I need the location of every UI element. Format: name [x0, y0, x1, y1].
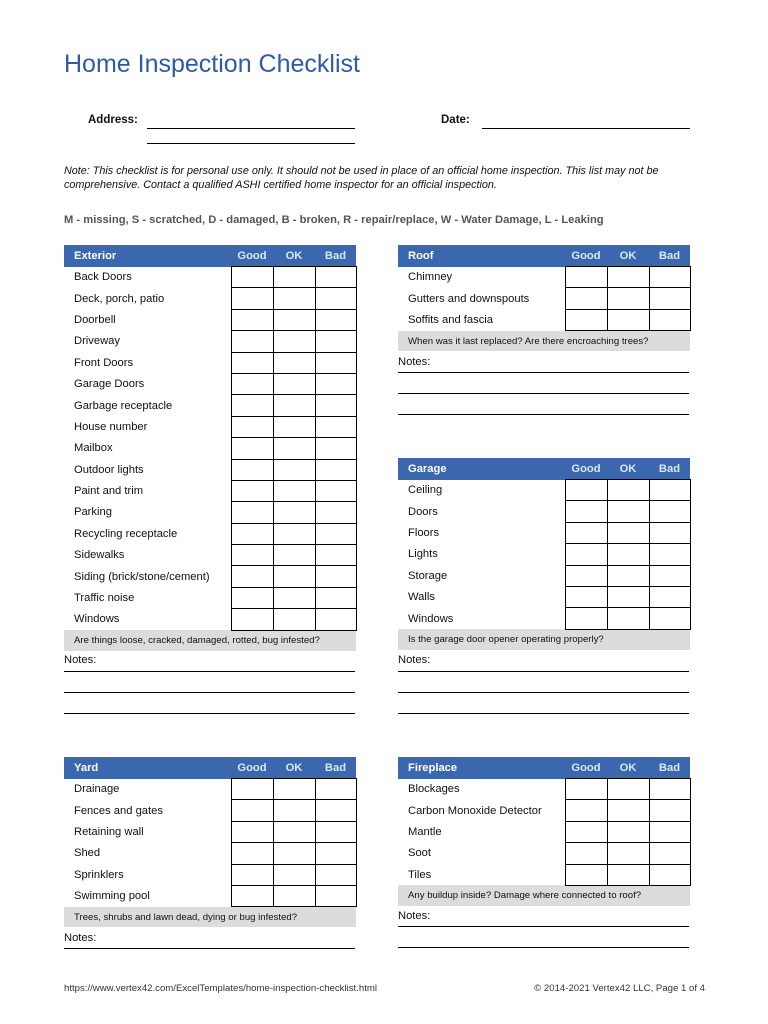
exterior-question: Are things loose, cracked, damaged, rotted, bug infested? — [64, 630, 356, 651]
fireplace-good-checkbox[interactable] — [565, 800, 607, 821]
roof-good-checkbox[interactable] — [565, 267, 607, 288]
exterior-item: Recycling receptacle — [74, 527, 178, 540]
table-row — [398, 480, 690, 501]
footer-copyright: © 2014-2021 Vertex42 LLC, Page 1 of 4 — [534, 983, 705, 994]
fireplace-good-checkbox[interactable] — [565, 864, 607, 885]
garage-ok-checkbox[interactable] — [607, 522, 649, 543]
exterior-good-checkbox[interactable] — [231, 438, 273, 459]
exterior-ok-checkbox[interactable] — [273, 459, 315, 480]
fireplace-good-checkbox[interactable] — [565, 779, 607, 800]
date-label: Date: — [441, 114, 470, 126]
table-row — [64, 864, 356, 885]
garage-col-bad: Bad — [649, 458, 690, 480]
table-row — [64, 480, 356, 501]
exterior-good-checkbox[interactable] — [231, 566, 273, 587]
roof-header: Roof — [398, 245, 565, 267]
exterior-bad-checkbox[interactable] — [315, 373, 356, 394]
garage-bad-checkbox[interactable] — [649, 522, 690, 543]
yard-good-checkbox[interactable] — [231, 885, 273, 906]
yard-bad-checkbox[interactable] — [315, 864, 356, 885]
yard-item: Shed — [74, 847, 101, 860]
yard-good-checkbox[interactable] — [231, 821, 273, 842]
garage-notes-line-2[interactable] — [398, 692, 689, 693]
exterior-ok-checkbox[interactable] — [273, 545, 315, 566]
roof-ok-checkbox[interactable] — [607, 288, 649, 309]
exterior-bad-checkbox[interactable] — [315, 545, 356, 566]
exterior-ok-checkbox[interactable] — [273, 587, 315, 608]
yard-item: Sprinklers — [74, 868, 124, 881]
fireplace-notes-line-1[interactable] — [398, 926, 689, 927]
table-row — [64, 587, 356, 608]
exterior-good-checkbox[interactable] — [231, 416, 273, 437]
yard-bad-checkbox[interactable] — [315, 821, 356, 842]
disclaimer-note: Note: This checklist is for personal use only. It should not be used in place of an official home inspection. This list may not be comprehensive. Contact a qualified ASHI certified home inspector for an official inspection. — [64, 165, 659, 191]
table-row — [64, 331, 356, 352]
exterior-bad-checkbox[interactable] — [315, 416, 356, 437]
roof-col-ok: OK — [607, 245, 649, 267]
yard-bad-checkbox[interactable] — [315, 885, 356, 906]
garage-item: Walls — [408, 591, 435, 604]
roof-notes-line-3[interactable] — [398, 414, 689, 415]
yard-bad-checkbox[interactable] — [315, 779, 356, 800]
garage-question: Is the garage door opener operating properly? — [398, 629, 690, 650]
exterior-item: Outdoor lights — [74, 463, 144, 476]
yard-question: Trees, shrubs and lawn dead, dying or bug infested? — [64, 907, 356, 928]
exterior-item: Back Doors — [74, 271, 132, 284]
table-row — [64, 288, 356, 309]
exterior-good-checkbox[interactable] — [231, 288, 273, 309]
fireplace-ok-checkbox[interactable] — [607, 843, 649, 864]
exterior-good-checkbox[interactable] — [231, 609, 273, 630]
table-row — [398, 288, 690, 309]
table-row — [398, 309, 690, 330]
yard-header: Yard — [64, 757, 231, 779]
exterior-bad-checkbox[interactable] — [315, 523, 356, 544]
exterior-good-checkbox[interactable] — [231, 267, 273, 288]
fireplace-ok-checkbox[interactable] — [607, 800, 649, 821]
garage-col-ok: OK — [607, 458, 649, 480]
exterior-item: Doorbell — [74, 313, 116, 326]
yard-item: Fences and gates — [74, 804, 163, 817]
table-row — [398, 843, 690, 864]
garage-header: Garage — [398, 458, 565, 480]
fireplace-bad-checkbox[interactable] — [649, 864, 690, 885]
table-row — [64, 395, 356, 416]
garage-notes-line-3[interactable] — [398, 713, 689, 714]
garage-item: Doors — [408, 505, 438, 518]
fireplace-good-checkbox[interactable] — [565, 843, 607, 864]
fireplace-notes-line-2[interactable] — [398, 947, 689, 948]
garage-bad-checkbox[interactable] — [649, 565, 690, 586]
table-row — [398, 864, 690, 885]
garage-item: Storage — [408, 569, 448, 582]
garage-bad-checkbox[interactable] — [649, 501, 690, 522]
garage-bad-checkbox[interactable] — [649, 586, 690, 607]
fireplace-item: Soot — [408, 847, 432, 860]
table-row — [398, 267, 690, 288]
exterior-bad-checkbox[interactable] — [315, 331, 356, 352]
exterior-good-checkbox[interactable] — [231, 352, 273, 373]
garage-notes-line-1[interactable] — [398, 671, 689, 672]
exterior-item: Windows — [74, 613, 120, 626]
table-row — [398, 821, 690, 842]
table-row — [64, 566, 356, 587]
yard-ok-checkbox[interactable] — [273, 843, 315, 864]
fireplace-bad-checkbox[interactable] — [649, 779, 690, 800]
table-row — [64, 545, 356, 566]
exterior-bad-checkbox[interactable] — [315, 288, 356, 309]
garage-bad-checkbox[interactable] — [649, 544, 690, 565]
yard-item: Drainage — [74, 783, 120, 796]
garage-item: Windows — [408, 612, 454, 625]
roof-bad-checkbox[interactable] — [649, 288, 690, 309]
exterior-item: Traffic noise — [74, 592, 135, 605]
exterior-bad-checkbox[interactable] — [315, 587, 356, 608]
yard-col-bad: Bad — [315, 757, 356, 779]
table-row — [398, 544, 690, 565]
table-row — [64, 885, 356, 906]
roof-col-bad: Bad — [649, 245, 690, 267]
garage-notes-label: Notes: — [398, 654, 431, 666]
table-row — [64, 416, 356, 437]
roof-notes-label: Notes: — [398, 356, 431, 368]
fireplace-bad-checkbox[interactable] — [649, 821, 690, 842]
garage-good-checkbox[interactable] — [565, 544, 607, 565]
exterior-item: Parking — [74, 506, 112, 519]
table-row — [64, 373, 356, 394]
exterior-good-checkbox[interactable] — [231, 331, 273, 352]
yard-good-checkbox[interactable] — [231, 800, 273, 821]
exterior-ok-checkbox[interactable] — [273, 267, 315, 288]
exterior-good-checkbox[interactable] — [231, 395, 273, 416]
exterior-col-ok: OK — [273, 245, 315, 267]
exterior-bad-checkbox[interactable] — [315, 609, 356, 630]
roof-item: Chimney — [408, 271, 453, 284]
yard-section — [64, 757, 357, 927]
roof-bad-checkbox[interactable] — [649, 267, 690, 288]
exterior-header: Exterior — [64, 245, 231, 267]
fireplace-section — [398, 757, 691, 906]
fireplace-col-bad: Bad — [649, 757, 690, 779]
roof-good-checkbox[interactable] — [565, 309, 607, 330]
yard-item: Swimming pool — [74, 890, 150, 903]
exterior-ok-checkbox[interactable] — [273, 288, 315, 309]
exterior-bad-checkbox[interactable] — [315, 480, 356, 501]
garage-ok-checkbox[interactable] — [607, 565, 649, 586]
exterior-good-checkbox[interactable] — [231, 502, 273, 523]
exterior-ok-checkbox[interactable] — [273, 309, 315, 330]
address-label: Address: — [88, 114, 138, 126]
exterior-good-checkbox[interactable] — [231, 373, 273, 394]
exterior-item: Garbage receptacle — [74, 399, 173, 412]
yard-bad-checkbox[interactable] — [315, 843, 356, 864]
exterior-good-checkbox[interactable] — [231, 480, 273, 501]
exterior-item: Mailbox — [74, 442, 113, 455]
exterior-item: Garage Doors — [74, 378, 145, 391]
table-row — [64, 843, 356, 864]
fireplace-header: Fireplace — [398, 757, 565, 779]
exterior-col-good: Good — [231, 245, 273, 267]
fireplace-item: Tiles — [408, 868, 432, 881]
exterior-col-bad: Bad — [315, 245, 356, 267]
exterior-ok-checkbox[interactable] — [273, 331, 315, 352]
exterior-good-checkbox[interactable] — [231, 523, 273, 544]
table-row — [64, 523, 356, 544]
garage-ok-checkbox[interactable] — [607, 480, 649, 501]
garage-item: Floors — [408, 526, 440, 539]
roof-col-good: Good — [565, 245, 607, 267]
fireplace-item: Blockages — [408, 783, 460, 796]
fireplace-question: Any buildup inside? Damage where connected to roof? — [398, 885, 690, 906]
table-row — [398, 565, 690, 586]
exterior-ok-checkbox[interactable] — [273, 609, 315, 630]
yard-ok-checkbox[interactable] — [273, 864, 315, 885]
exterior-ok-checkbox[interactable] — [273, 373, 315, 394]
address-line-1[interactable] — [147, 128, 355, 129]
exterior-ok-checkbox[interactable] — [273, 395, 315, 416]
garage-col-good: Good — [565, 458, 607, 480]
table-row — [398, 800, 690, 821]
table-row — [64, 309, 356, 330]
garage-good-checkbox[interactable] — [565, 565, 607, 586]
table-row — [64, 267, 356, 288]
table-row — [64, 459, 356, 480]
roof-item: Gutters and downspouts — [408, 292, 530, 305]
exterior-bad-checkbox[interactable] — [315, 395, 356, 416]
fireplace-col-good: Good — [565, 757, 607, 779]
yard-ok-checkbox[interactable] — [273, 821, 315, 842]
exterior-bad-checkbox[interactable] — [315, 267, 356, 288]
table-row — [398, 779, 690, 800]
footer-url[interactable]: https://www.vertex42.com/ExcelTemplates/home-inspection-checklist.html — [64, 983, 377, 994]
yard-good-checkbox[interactable] — [231, 779, 273, 800]
table-row — [398, 608, 690, 629]
yard-notes-line[interactable] — [64, 948, 355, 949]
yard-ok-checkbox[interactable] — [273, 885, 315, 906]
roof-bad-checkbox[interactable] — [649, 309, 690, 330]
table-row — [64, 821, 356, 842]
exterior-bad-checkbox[interactable] — [315, 502, 356, 523]
yard-col-good: Good — [231, 757, 273, 779]
exterior-good-checkbox[interactable] — [231, 545, 273, 566]
fireplace-ok-checkbox[interactable] — [607, 821, 649, 842]
yard-bad-checkbox[interactable] — [315, 800, 356, 821]
roof-good-checkbox[interactable] — [565, 288, 607, 309]
table-row — [64, 352, 356, 373]
condition-legend: M - missing, S - scratched, D - damaged, B - broken, R - repair/replace, W - Water Damage, L - Leaking — [64, 214, 604, 226]
garage-good-checkbox[interactable] — [565, 480, 607, 501]
exterior-ok-checkbox[interactable] — [273, 480, 315, 501]
table-row — [398, 586, 690, 607]
fireplace-ok-checkbox[interactable] — [607, 864, 649, 885]
garage-item: Lights — [408, 548, 438, 561]
fireplace-bad-checkbox[interactable] — [649, 800, 690, 821]
garage-ok-checkbox[interactable] — [607, 608, 649, 629]
exterior-item: Deck, porch, patio — [74, 292, 165, 305]
table-row — [64, 800, 356, 821]
garage-good-checkbox[interactable] — [565, 586, 607, 607]
exterior-bad-checkbox[interactable] — [315, 352, 356, 373]
garage-bad-checkbox[interactable] — [649, 608, 690, 629]
exterior-bad-checkbox[interactable] — [315, 309, 356, 330]
exterior-notes-line-1[interactable] — [64, 671, 355, 672]
yard-item: Retaining wall — [74, 825, 144, 838]
garage-item: Ceiling — [408, 484, 443, 497]
fireplace-notes-label: Notes: — [398, 910, 431, 922]
exterior-ok-checkbox[interactable] — [273, 566, 315, 587]
table-row — [64, 438, 356, 459]
exterior-ok-checkbox[interactable] — [273, 416, 315, 437]
exterior-item: Front Doors — [74, 356, 134, 369]
exterior-notes-label: Notes: — [64, 654, 97, 666]
roof-ok-checkbox[interactable] — [607, 309, 649, 330]
date-line[interactable] — [482, 128, 690, 129]
roof-notes-line-2[interactable] — [398, 393, 689, 394]
exterior-item: Siding (brick/stone/cement) — [74, 570, 210, 583]
fireplace-item: Mantle — [408, 825, 442, 838]
yard-notes-label: Notes: — [64, 932, 97, 944]
garage-bad-checkbox[interactable] — [649, 480, 690, 501]
exterior-notes-line-3[interactable] — [64, 713, 355, 714]
table-row — [64, 502, 356, 523]
garage-ok-checkbox[interactable] — [607, 586, 649, 607]
exterior-good-checkbox[interactable] — [231, 587, 273, 608]
exterior-item: Driveway — [74, 335, 121, 348]
exterior-bad-checkbox[interactable] — [315, 566, 356, 587]
page-title: Home Inspection Checklist — [64, 50, 360, 78]
exterior-ok-checkbox[interactable] — [273, 523, 315, 544]
garage-good-checkbox[interactable] — [565, 608, 607, 629]
roof-ok-checkbox[interactable] — [607, 267, 649, 288]
yard-col-ok: OK — [273, 757, 315, 779]
garage-ok-checkbox[interactable] — [607, 501, 649, 522]
garage-section — [398, 458, 691, 650]
exterior-good-checkbox[interactable] — [231, 459, 273, 480]
exterior-item: Sidewalks — [74, 549, 125, 562]
yard-ok-checkbox[interactable] — [273, 779, 315, 800]
yard-good-checkbox[interactable] — [231, 864, 273, 885]
exterior-notes-line-2[interactable] — [64, 692, 355, 693]
garage-good-checkbox[interactable] — [565, 501, 607, 522]
fireplace-item: Carbon Monoxide Detector — [408, 804, 542, 817]
garage-good-checkbox[interactable] — [565, 522, 607, 543]
exterior-item: Paint and trim — [74, 485, 144, 498]
roof-section — [398, 245, 691, 351]
yard-good-checkbox[interactable] — [231, 843, 273, 864]
exterior-ok-checkbox[interactable] — [273, 352, 315, 373]
roof-notes-line-1[interactable] — [398, 372, 689, 373]
exterior-bad-checkbox[interactable] — [315, 438, 356, 459]
exterior-item: House number — [74, 420, 148, 433]
fireplace-good-checkbox[interactable] — [565, 821, 607, 842]
garage-ok-checkbox[interactable] — [607, 544, 649, 565]
fireplace-ok-checkbox[interactable] — [607, 779, 649, 800]
table-row — [64, 609, 356, 630]
exterior-bad-checkbox[interactable] — [315, 459, 356, 480]
table-row — [64, 779, 356, 800]
fireplace-bad-checkbox[interactable] — [649, 843, 690, 864]
fireplace-col-ok: OK — [607, 757, 649, 779]
exterior-ok-checkbox[interactable] — [273, 438, 315, 459]
address-line-2[interactable] — [147, 143, 355, 144]
table-row — [398, 522, 690, 543]
roof-question: When was it last replaced? Are there encroaching trees? — [398, 331, 690, 352]
exterior-good-checkbox[interactable] — [231, 309, 273, 330]
table-row — [398, 501, 690, 522]
exterior-section — [64, 245, 357, 651]
yard-ok-checkbox[interactable] — [273, 800, 315, 821]
exterior-ok-checkbox[interactable] — [273, 502, 315, 523]
roof-item: Soffits and fascia — [408, 313, 493, 326]
